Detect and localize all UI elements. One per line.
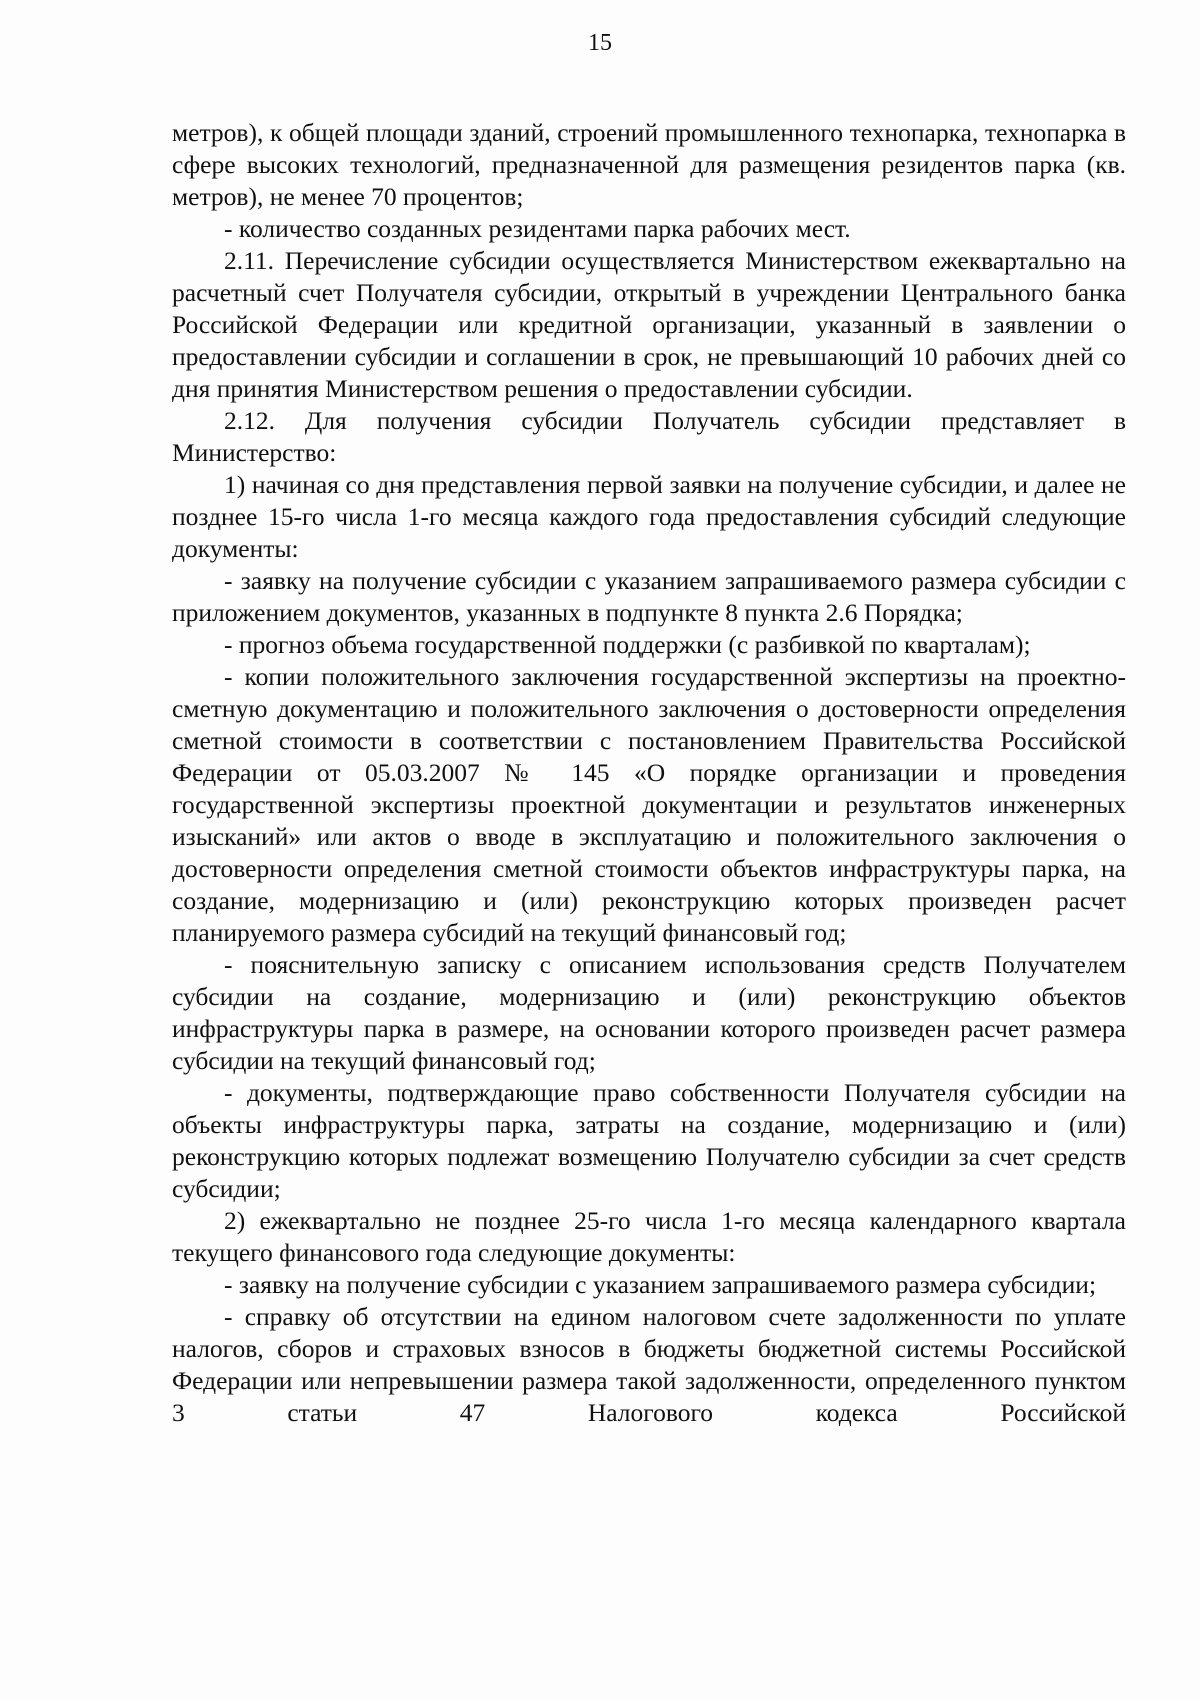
paragraph-application-with-documents: - заявку на получение субсидии с указанием запрашиваемого размера субсидии с приложением документов, указанных в подпункте 8 пункта 2.6 Порядка; (172, 566, 1126, 627)
paragraph-tax-certificate: - справку об отсутствии на едином налоговом счете задолженности по уплате налогов, сборов и страховых взносов в бюджеты бюджетной системы Российской Федерации или непревышении размера такой задолженности, определенного пунктом 3 статьи 47 Налогового кодекса Российской (172, 1302, 1126, 1427)
paragraph-expertise-copies: - копии положительного заключения государственной экспертизы на проектно-сметную документацию и положительного заключения о достоверности определения сметной стоимости в соответствии с постановлением Правительства Российской Федерации от 05.03.2007 № 145 «О порядке организации и проведения государственной экспертизы проектной документации и результатов инженерных изысканий» или актов о вводе в эксплуатацию и положительного заключения о достоверности определения сметной стоимости объектов инфраструктуры парка, на создание, модернизацию и (или) реконструкцию которых произведен расчет планируемого размера субсидий на текущий финансовый год; (172, 662, 1126, 947)
paragraph-2-12: 2.12. Для получения субсидии Получатель субсидии представляет в Министерство: (172, 406, 1126, 467)
paragraph-jobs-created: - количество созданных резидентами парка рабочих мест. (224, 214, 851, 243)
document-body (172, 117, 1126, 1429)
paragraph-item-1: 1) начиная со дня представления первой заявки на получение субсидии, и далее не позднее 15-го числа 1-го месяца каждого года предоставления субсидий следующие документы: (172, 470, 1126, 563)
paragraph-explanatory-note: - пояснительную записку с описанием использования средств Получателем субсидии на создание, модернизацию и (или) реконструкцию объектов инфраструктуры парка в размере, на основании которого произведен расчет размера субсидии на текущий финансовый год; (172, 950, 1126, 1075)
paragraph-support-forecast: - прогноз объема государственной поддержки (с разбивкой по кварталам); (224, 630, 1031, 659)
paragraph-2-11: 2.11. Перечисление субсидии осуществляется Министерством ежеквартально на расчетный счет Получателя субсидии, открытый в учреждении Центрального банка Российской Федерации или кредитной организации, указанный в заявлении о предоставлении субсидии и соглашении в срок, не превышающий 10 рабочих дней со дня принятия Министерством решения о предоставлении субсидии. (172, 246, 1126, 403)
paragraph-ownership-documents: - документы, подтверждающие право собственности Получателя субсидии на объекты инфраструктуры парка, затраты на создание, модернизацию и (или) реконструкцию которых подлежат возмещению Получателю субсидии за счет средств субсидии; (172, 1078, 1126, 1203)
paragraph-item-2: 2) ежеквартально не позднее 25-го числа 1-го месяца календарного квартала текущего финансового года следующие документы: (172, 1206, 1126, 1267)
paragraph-quarterly-application: - заявку на получение субсидии с указанием запрашиваемого размера субсидии; (224, 1270, 1097, 1299)
paragraph-continuation: метров), к общей площади зданий, строений промышленного технопарка, технопарка в сфере высоких технологий, предназначенной для размещения резидентов парка (кв. метров), не менее 70 процентов; (172, 118, 1126, 211)
page-number: 15 (588, 30, 612, 56)
